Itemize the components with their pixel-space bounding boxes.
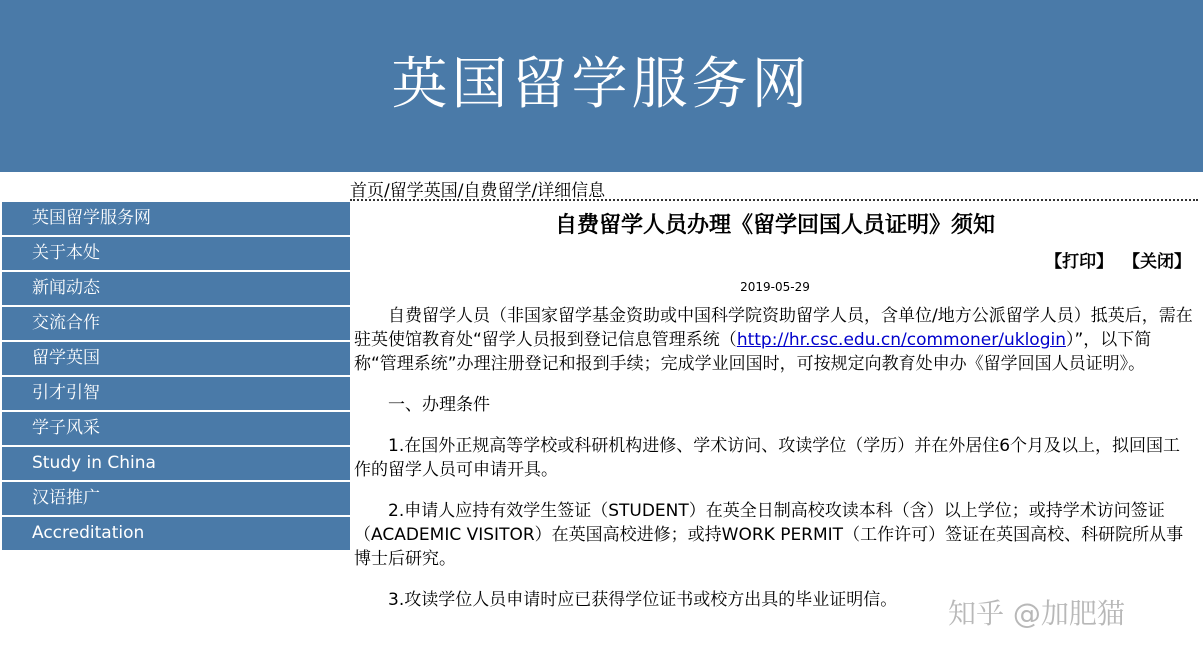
breadcrumb[interactable]: 首页/留学英国/自费留学/详细信息 <box>350 181 606 201</box>
content-divider <box>350 199 1198 201</box>
site-banner <box>0 0 1203 172</box>
print-button[interactable]: 【打印】 <box>1045 252 1114 272</box>
article-tools <box>1041 247 1191 272</box>
sidebar-item-about[interactable]: 关于本处 <box>2 237 350 270</box>
sidebar-item-talent[interactable]: 引才引智 <box>2 377 350 410</box>
intro-paragraph <box>354 304 1194 376</box>
article-body <box>354 304 1194 629</box>
sidebar-item-news[interactable]: 新闻动态 <box>2 272 350 305</box>
intro-text-before: 自费留学人员（非国家留学基金资助或中国科学院资助留学人员，含单位/地方公派留学人员）抵英后，需在驻英使馆教育处“留学人员报到登记信息管理系统（ <box>354 306 1193 350</box>
sidebar-item-study-china[interactable]: Study in China <box>2 447 350 480</box>
intro-text-after: ）”，以下简称“管理系统”办理注册登记和报到手续；完成学业回国时，可按规定向教育处申办《留学回国人员证明》。 <box>354 330 1152 374</box>
sidebar-item-chinese[interactable]: 汉语推广 <box>2 482 350 515</box>
sidebar-item-accreditation[interactable]: Accreditation <box>2 517 350 550</box>
article-title: 自费留学人员办理《留学回国人员证明》须知 <box>554 213 995 238</box>
watermark: 知乎 @加肥猫 <box>948 597 1125 630</box>
condition-1: 1.在国外正规高等学校或科研机构进修、学术访问、攻读学位（学历）并在外居住6个月及以上，拟回国工作的留学人员可申请开具。 <box>354 436 1181 480</box>
section-heading: 一、办理条件 <box>388 395 490 415</box>
system-link[interactable]: http://hr.csc.edu.cn/commoner/uklogin <box>736 330 1066 350</box>
sidebar-item-exchange[interactable]: 交流合作 <box>2 307 350 340</box>
site-title: 英国留学服务网 <box>391 52 812 117</box>
condition-2: 2.申请人应持有效学生签证（STUDENT）在英全日制高校攻读本科（含）以上学位；或持学术访问签证（ACADEMIC VISITOR）在英国高校进修；或持WORK PERMIT（工作许可）签证在英国高校、科研院所从事博士后研究。 <box>354 501 1184 569</box>
condition-3: 3.攻读学位人员申请时应已获得学位证书或校方出具的毕业证明信。 <box>388 590 898 610</box>
sidebar-nav <box>2 202 350 552</box>
sidebar-item-home[interactable]: 英国留学服务网 <box>2 202 350 235</box>
close-button[interactable]: 【关闭】 <box>1123 252 1191 272</box>
sidebar-item-students[interactable]: 学子风采 <box>2 412 350 445</box>
article-date: 2019-05-29 <box>740 280 810 294</box>
sidebar-item-study-uk[interactable]: 留学英国 <box>2 342 350 375</box>
